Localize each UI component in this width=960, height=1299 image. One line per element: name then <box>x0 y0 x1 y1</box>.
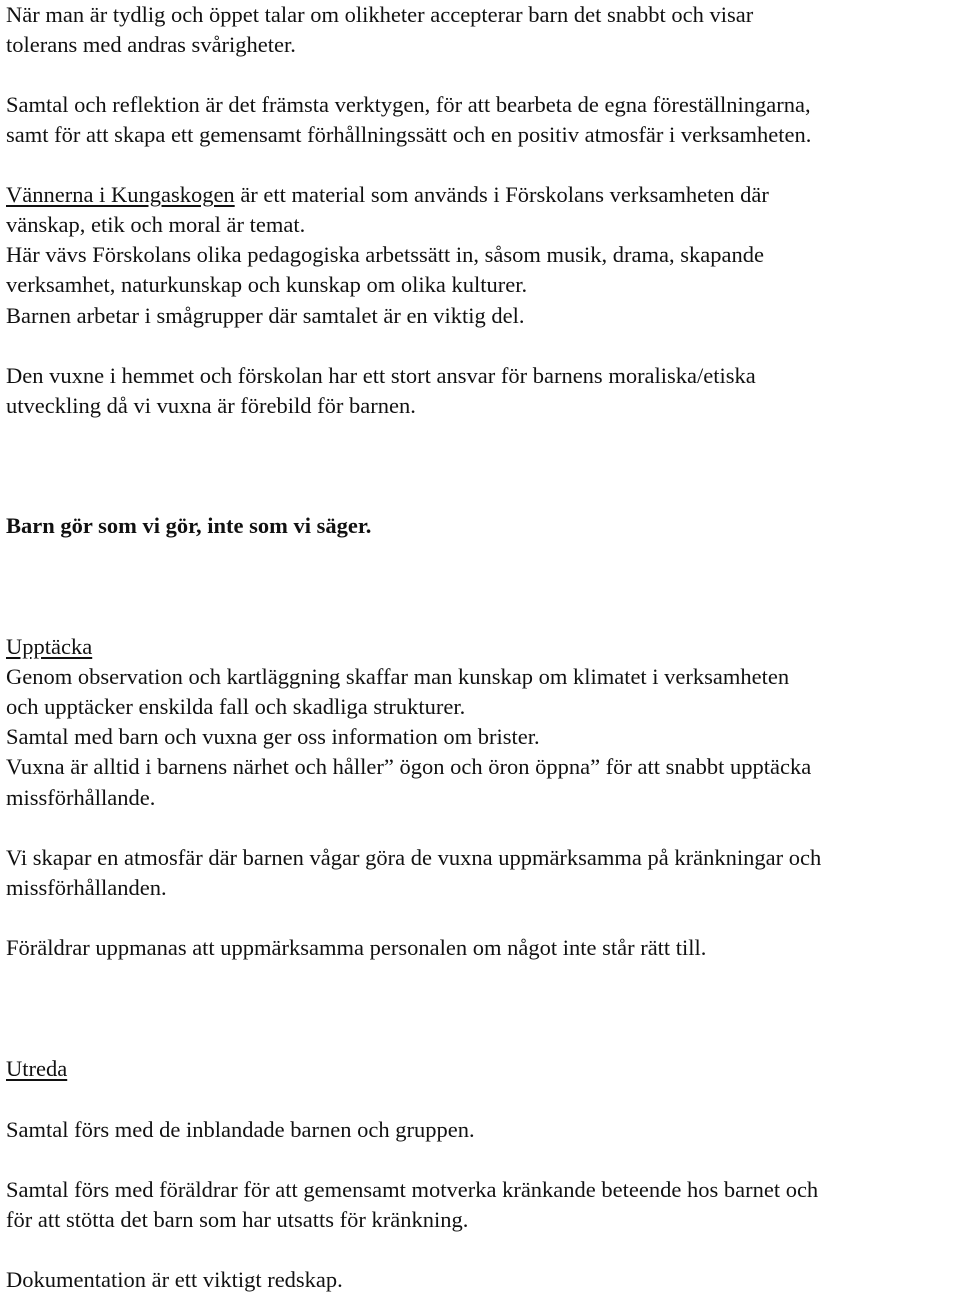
upptacka-line-2: och upptäcker enskilda fall och skadliga strukturer. <box>6 694 466 719</box>
paragraph-reflection-line-1: Samtal och reflektion är det främsta verktygen, för att bearbeta de egna föreställningarna, <box>6 92 811 117</box>
upptacka-line-4: Vuxna är alltid i barnens närhet och håller” ögon och öron öppna” för att snabbt upptäcka <box>6 754 812 779</box>
heading-upptacka: Upptäcka <box>6 634 93 659</box>
utreda-line-4: Dokumentation är ett viktigt redskap. <box>6 1267 343 1292</box>
upptacka-line-1: Genom observation och kartläggning skaffar man kunskap om klimatet i verksamheten <box>6 664 790 689</box>
paragraph-material-line-1-rest: är ett material som används i Förskolans verksamheten där <box>234 182 769 207</box>
slogan: Barn gör som vi gör, inte som vi säger. <box>6 513 372 538</box>
upptacka-line-8: Föräldrar uppmanas att uppmärksamma personalen om något inte står rätt till. <box>6 935 707 960</box>
upptacka-line-5: missförhållande. <box>6 785 156 810</box>
paragraph-responsibility-line-1: Den vuxne i hemmet och förskolan har ett stort ansvar för barnens moraliska/etiska <box>6 363 756 388</box>
utreda-line-3: för att stötta det barn som har utsatts för kränkning. <box>6 1207 469 1232</box>
material-title-link[interactable]: Vännerna i Kungaskogen <box>6 182 235 207</box>
upptacka-line-3: Samtal med barn och vuxna ger oss information om brister. <box>6 724 540 749</box>
utreda-line-1: Samtal förs med de inblandade barnen och gruppen. <box>6 1117 475 1142</box>
paragraph-tolerance-line-1: När man är tydlig och öppet talar om olikheter accepterar barn det snabbt och visar <box>6 2 754 27</box>
heading-utreda: Utreda <box>6 1056 68 1081</box>
paragraph-material-line-5: Barnen arbetar i smågrupper där samtalet är en viktig del. <box>6 303 525 328</box>
paragraph-reflection-line-2: samt för att skapa ett gemensamt förhållningssätt och en positiv atmosfär i verksamheten. <box>6 122 812 147</box>
paragraph-responsibility-line-2: utveckling då vi vuxna är förebild för barnen. <box>6 393 416 418</box>
paragraph-material-line-1 <box>6 180 769 210</box>
paragraph-material-line-4: verksamhet, naturkunskap och kunskap om olika kulturer. <box>6 272 528 297</box>
utreda-line-2: Samtal förs med föräldrar för att gemensamt motverka kränkande beteende hos barnet och <box>6 1177 819 1202</box>
paragraph-tolerance-line-2: tolerans med andras svårigheter. <box>6 32 296 57</box>
paragraph-material-line-3: Här vävs Förskolans olika pedagogiska arbetssätt in, såsom musik, drama, skapande <box>6 242 764 267</box>
upptacka-line-6: Vi skapar en atmosfär där barnen vågar göra de vuxna uppmärksamma på kränkningar och <box>6 845 822 870</box>
upptacka-line-7: missförhållanden. <box>6 875 167 900</box>
paragraph-material-line-2: vänskap, etik och moral är temat. <box>6 212 306 237</box>
